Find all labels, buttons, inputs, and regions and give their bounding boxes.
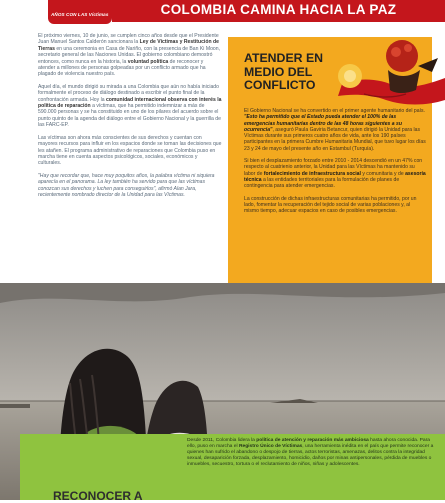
logo-text: AÑOS CON LAS Víctimas — [51, 12, 109, 17]
sidebar-paragraph-agent: El Gobierno Nacional se ha convertido en el primer agente humanitario del país. "Esto ha permitido que el Estado pueda atender el 100% de las emergencias humanitarias dentro de las 48 horas siguientes a su ocurrencia", aseguró Paula Gaviria Betancur, quien dirigió la Unidad para las Víctimas durante sus primeros cuatro años de vida, ante los 190 países participantes en la primera Cumbre Humanitaria Mundial, que tuvo lugar los días 23 y 24 de mayo del presente año en Estambul (Turquía). — [244, 108, 426, 152]
dove-illustration — [334, 34, 445, 114]
paragraph-international: Aquel día, el mundo dirigió su mirada a una Colombia que aún no había iniciado formalmente el proceso de diálogo destinado a escribir el punto final de la confrontación armada. Hoy la comunidad internacional observa con interés la política de reparación a víctimas, que ha permitido indemnizar a más de 590.000 personas y se ha constituido en uno de los pilares del acuerdo sobre el punto quinto de la agenda del diálogo entre el Gobierno Nacional y la guerrilla de las FARC-EP. — [38, 83, 222, 129]
green-block-title: RECONOCER A — [53, 489, 143, 503]
left-column — [38, 33, 222, 204]
quote: "Hay que recordar que, hace muy poquitos años, la palabra víctima ni siquiera aparecía en el panorama. La ley también ha servido para que las víctimas conozcan sus derechos y luchen para conseguirlos", afirmó Alan Jara, recientemente nombrado director de la Unidad para las Víctimas. — [38, 172, 215, 198]
page-title: COLOMBIA CAMINA HACIA LA PAZ — [160, 2, 397, 17]
title-banner — [112, 0, 445, 22]
green-block-text: Desde 2011, Colombia lidera la política de atención y reparación más ambiciosa hasta ahora conocida. Para ello, puso en marcha el Registro Único de Víctimas, una herramienta inédita en el país que permite reconocer a quienes han sufrido el abandono o despojo de tierras, actos terroristas, amenazas, delitos contra la integridad sexual, desaparición forzada, desplazamiento, homicidio, daños por minas antipersonales, pérdida de muebles o inmuebles, secuestro, tortura o el reclutamiento de niños, niñas y adolescentes. — [187, 438, 434, 468]
sidebar-paragraph-infrastructure: La construcción de dichas infraestructuras comunitarias ha permitido, por un lado, fomentar la recuperación del tejido social de varias poblaciones y, al mismo tiempo, adecuar espacios en caso de posibles emergencias. — [244, 195, 417, 215]
paragraph-rights: Las víctimas son ahora más conscientes de sus derechos y cuentan con mayores recursos para influir en los espacios donde se toman las decisiones que les atañen. El programa administrativo de reparaciones que Colombia puso en marcha tiene en cuenta aspectos psicológicos, sociales, económicos y culturales. — [38, 134, 222, 167]
header — [0, 0, 445, 26]
sidebar-paragraph-displacement: Si bien el desplazamiento forzado entre 2010 - 2014 descendió en un 47% con respecto al cuatrienio anterior, la Unidad para las Víctimas ha mantenido su labor de fortalecimiento de infraestructura social y comunitaria y de asesoría técnica a las entidades territoriales para la formulación de planes de contingencia para atender emergencias. — [244, 158, 426, 190]
paragraph-intro: El próximo viernes, 10 de junio, se cumplen cinco años desde que el Presidente Juan Manuel Santos Calderón sancionara la Ley de Víctimas y Restitución de Tierras en una ceremonia en Casa de Nariño, con la presencia de Ban Ki Moon, secretario general de las Naciones Unidas. El gobierno colombiano demostró entonces, como nunca en la historia, la voluntad política de reconocer y atender a millones de personas golpeadas por un conflicto armado que ha plagado de violencia nuestro país. — [38, 33, 220, 78]
sidebar-title: ATENDER EN MEDIO DEL CONFLICTO — [244, 51, 324, 92]
sidebar-body — [244, 108, 426, 220]
logo — [48, 0, 112, 24]
